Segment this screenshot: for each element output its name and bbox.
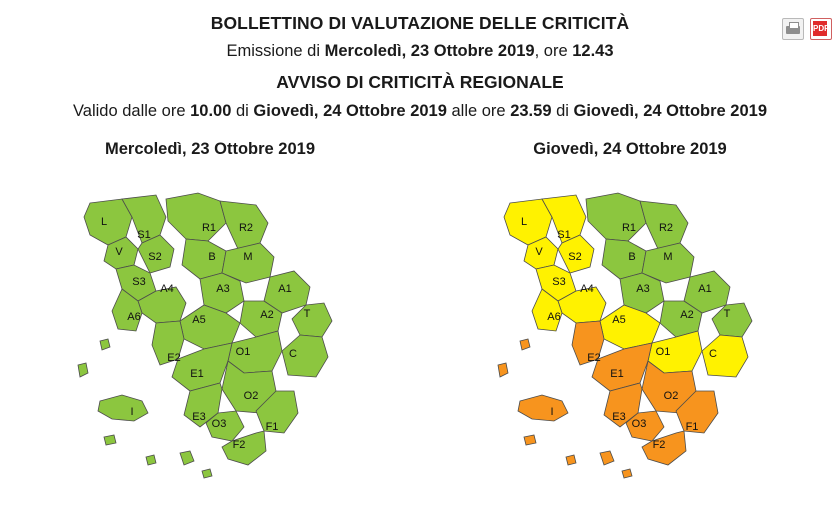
zone-label-a6: A6 bbox=[127, 311, 141, 324]
validity-line bbox=[0, 98, 840, 124]
zone-label-o2: O2 bbox=[663, 390, 679, 403]
island-montecristo[interactable] bbox=[146, 455, 156, 465]
zone-r1[interactable] bbox=[586, 193, 646, 241]
zone-label-a5: A5 bbox=[192, 314, 206, 327]
island-gorgona[interactable] bbox=[520, 339, 530, 350]
island-capraia[interactable] bbox=[78, 363, 88, 377]
island-pianosa[interactable] bbox=[104, 435, 116, 445]
validity-prefix: Valido dalle ore bbox=[72, 101, 191, 120]
zone-label-r2: R2 bbox=[658, 222, 674, 235]
tuscany-map-day2[interactable] bbox=[480, 165, 780, 485]
zone-label-e2: E2 bbox=[167, 352, 181, 365]
island-elba[interactable] bbox=[98, 395, 148, 421]
zone-label-v: V bbox=[115, 246, 123, 259]
emission-mid: , ore bbox=[534, 42, 573, 61]
map-day2 bbox=[430, 165, 830, 485]
zone-label-c: C bbox=[289, 348, 297, 361]
zone-label-e3: E3 bbox=[192, 411, 206, 424]
zone-label-o3: O3 bbox=[211, 418, 227, 431]
zone-label-v: V bbox=[535, 246, 543, 259]
island-giannutri[interactable] bbox=[622, 469, 632, 478]
zone-r1[interactable] bbox=[166, 193, 226, 241]
zone-label-i: I bbox=[130, 406, 134, 419]
maps-container bbox=[0, 140, 840, 485]
printer-icon[interactable] bbox=[782, 18, 804, 40]
island-giannutri[interactable] bbox=[202, 469, 212, 478]
zone-label-f2: F2 bbox=[232, 439, 246, 452]
tuscany-map-day1[interactable] bbox=[60, 165, 360, 485]
zone-label-s2: S2 bbox=[568, 251, 582, 264]
map-day1 bbox=[10, 165, 410, 485]
zone-label-s3: S3 bbox=[132, 276, 146, 289]
zone-label-r1: R1 bbox=[201, 222, 217, 235]
zone-label-s3: S3 bbox=[552, 276, 566, 289]
page-subtitle: AVVISO DI CRITICITÀ REGIONALE bbox=[276, 71, 564, 92]
zone-label-b: B bbox=[628, 251, 636, 264]
toolbar-icons bbox=[782, 18, 832, 40]
zone-label-a2: A2 bbox=[680, 309, 694, 322]
zone-label-o1: O1 bbox=[655, 346, 671, 359]
zone-label-a4: A4 bbox=[580, 283, 594, 296]
pdf-icon-label: PDF bbox=[813, 21, 827, 36]
map-caption-day2: Giovedì, 24 Ottobre 2019 bbox=[533, 140, 727, 159]
validity-mid-3: di bbox=[551, 101, 574, 120]
zone-label-a4: A4 bbox=[160, 283, 174, 296]
zone-label-s1: S1 bbox=[137, 229, 151, 242]
zone-label-r1: R1 bbox=[621, 222, 637, 235]
island-pianosa[interactable] bbox=[524, 435, 536, 445]
zone-label-e1: E1 bbox=[190, 368, 204, 381]
zone-label-a1: A1 bbox=[278, 283, 292, 296]
zone-label-a5: A5 bbox=[612, 314, 626, 327]
emission-line bbox=[0, 38, 840, 64]
zone-t[interactable] bbox=[712, 303, 752, 337]
validity-end-day: Giovedì, 24 Ottobre 2019 bbox=[573, 101, 768, 120]
zone-label-a3: A3 bbox=[636, 283, 650, 296]
zone-label-m: M bbox=[663, 251, 673, 264]
zone-label-o1: O1 bbox=[235, 346, 251, 359]
zone-label-l: L bbox=[100, 216, 108, 229]
map-caption-day1: Mercoledì, 23 Ottobre 2019 bbox=[105, 140, 315, 159]
zone-label-s2: S2 bbox=[148, 251, 162, 264]
emission-day: Mercoledì, 23 Ottobre 2019 bbox=[324, 42, 535, 61]
island-giglio[interactable] bbox=[180, 451, 194, 465]
page-title: BOLLETTINO DI VALUTAZIONE DELLE CRITICITÀ bbox=[210, 13, 630, 33]
zone-label-b: B bbox=[208, 251, 216, 264]
island-montecristo[interactable] bbox=[566, 455, 576, 465]
zone-label-a3: A3 bbox=[216, 283, 230, 296]
validity-end-time: 23.59 bbox=[510, 101, 552, 120]
validity-mid-2: alle ore bbox=[446, 101, 511, 120]
zone-label-o2: O2 bbox=[243, 390, 259, 403]
pdf-icon[interactable] bbox=[810, 18, 832, 40]
validity-mid-1: di bbox=[231, 101, 254, 120]
zone-label-a1: A1 bbox=[698, 283, 712, 296]
map-block-day1 bbox=[10, 140, 410, 485]
zone-label-t: T bbox=[723, 308, 731, 321]
zone-label-f2: F2 bbox=[652, 439, 666, 452]
emission-time: 12.43 bbox=[572, 42, 614, 61]
zone-label-f1: F1 bbox=[265, 421, 279, 434]
island-giglio[interactable] bbox=[600, 451, 614, 465]
island-gorgona[interactable] bbox=[100, 339, 110, 350]
zone-b[interactable] bbox=[182, 239, 226, 279]
island-capraia[interactable] bbox=[498, 363, 508, 377]
emission-prefix: Emissione di bbox=[226, 42, 325, 61]
zone-a5[interactable] bbox=[600, 305, 660, 349]
zone-label-r2: R2 bbox=[238, 222, 254, 235]
zone-label-f1: F1 bbox=[685, 421, 699, 434]
zone-b[interactable] bbox=[602, 239, 646, 279]
zone-label-m: M bbox=[243, 251, 253, 264]
zone-label-e2: E2 bbox=[587, 352, 601, 365]
document-header bbox=[0, 0, 840, 124]
zone-label-i: I bbox=[550, 406, 554, 419]
zone-label-e1: E1 bbox=[610, 368, 624, 381]
zone-label-a6: A6 bbox=[547, 311, 561, 324]
validity-start-day: Giovedì, 24 Ottobre 2019 bbox=[253, 101, 447, 120]
map-block-day2 bbox=[430, 140, 830, 485]
zone-label-o3: O3 bbox=[631, 418, 647, 431]
zone-label-e3: E3 bbox=[612, 411, 626, 424]
island-elba[interactable] bbox=[518, 395, 568, 421]
zone-label-s1: S1 bbox=[557, 229, 571, 242]
zone-label-c: C bbox=[709, 348, 717, 361]
validity-start-time: 10.00 bbox=[190, 101, 232, 120]
zone-label-l: L bbox=[520, 216, 528, 229]
zone-a5[interactable] bbox=[180, 305, 240, 349]
zone-label-t: T bbox=[303, 308, 311, 321]
zone-label-a2: A2 bbox=[260, 309, 274, 322]
zone-t[interactable] bbox=[292, 303, 332, 337]
